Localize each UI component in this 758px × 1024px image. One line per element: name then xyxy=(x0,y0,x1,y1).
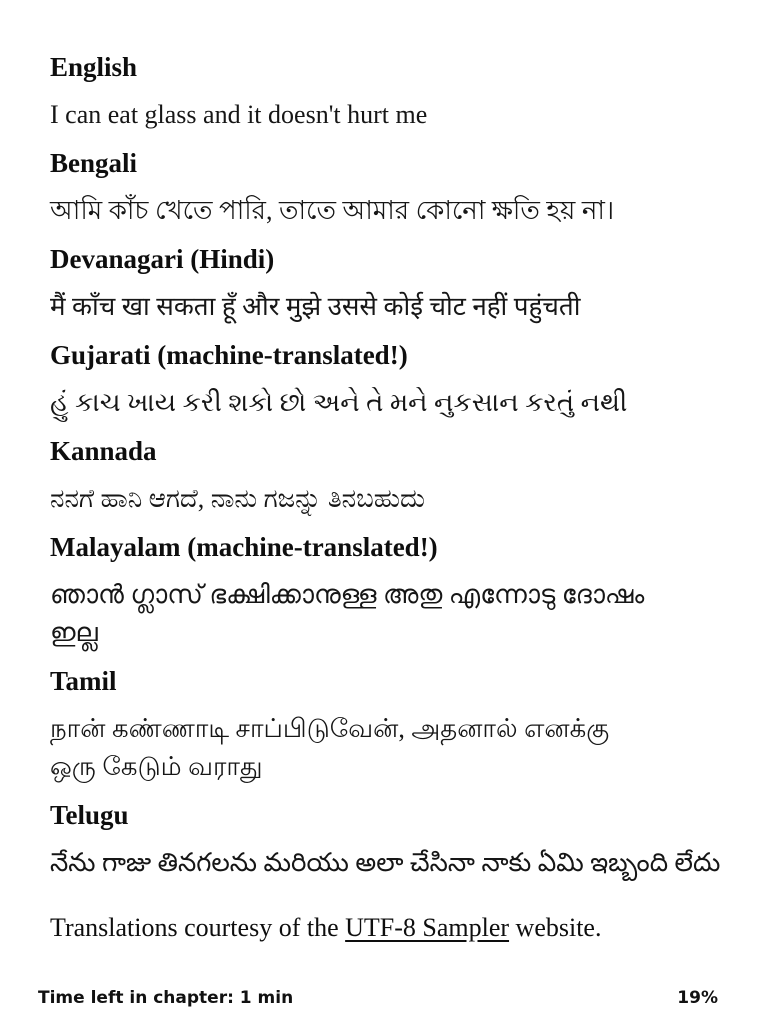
utf8-sampler-link[interactable]: UTF-8 Sampler xyxy=(345,913,510,942)
section-malayalam xyxy=(50,530,712,652)
credit-line xyxy=(50,910,712,946)
reader-footer-bar xyxy=(0,980,758,1024)
section-body-line: আমি কাঁচ খেতে পারি, তাতে আমার কোনো ক্ষতি হয় না। xyxy=(50,196,615,225)
section-kannada xyxy=(50,434,712,518)
section-devanagari-hindi xyxy=(50,242,712,326)
section-heading: Malayalam (machine-translated!) xyxy=(50,532,438,562)
section-body-line: मैं काँच खा सकता हूँ और मुझे उससे कोई चोट नहीं पहुंचती xyxy=(50,292,581,321)
book-page[interactable] xyxy=(50,0,721,946)
section-english xyxy=(50,50,712,134)
section-heading: Kannada xyxy=(50,436,157,466)
section-body-line: ஒரு கேடும் வராது xyxy=(50,752,263,781)
time-left-in-chapter[interactable]: Time left in chapter: 1 min xyxy=(38,988,294,1008)
credit-suffix: website. xyxy=(509,913,602,942)
section-gujarati xyxy=(50,338,712,422)
section-heading: Tamil xyxy=(50,666,117,696)
section-heading: Gujarati (machine-translated!) xyxy=(50,340,408,370)
section-body-line: ನನಗೆ ಹಾನಿ ಆಗದೆ, ನಾನು ಗಜನ್ನು ತಿನಬಹುದು xyxy=(50,484,426,513)
credit-prefix: Translations courtesy of the xyxy=(50,913,346,942)
section-body-line: நான் கண்ணாடி சாப்பிடுவேன், அதனால் எனக்கு xyxy=(50,714,610,743)
section-body-line: હું કાચ ખાય કરી શકો છો અને તે મને નુકસાન કરતું નથી xyxy=(50,388,628,417)
section-heading: Bengali xyxy=(50,148,138,178)
reading-progress-percent[interactable]: 19% xyxy=(677,988,718,1008)
section-body-line: ഇല്ല xyxy=(50,618,98,647)
section-heading: English xyxy=(50,52,138,82)
section-body-line: ഞാൻ ഗ്ലാസ് ഭക്ഷിക്കാനുള്ള അതു എന്നോടു ദോഷം xyxy=(50,580,645,609)
section-heading: Devanagari (Hindi) xyxy=(50,244,275,274)
section-tamil xyxy=(50,664,712,786)
section-telugu xyxy=(50,798,721,882)
section-body-line: నేను గాజు తినగలను మరియు అలా చేసినా నాకు ఏమి ఇబ్బంది లేదు xyxy=(50,848,721,877)
section-heading: Telugu xyxy=(50,800,129,830)
section-body-line: I can eat glass and it doesn't hurt me xyxy=(50,100,428,129)
section-bengali xyxy=(50,146,712,230)
